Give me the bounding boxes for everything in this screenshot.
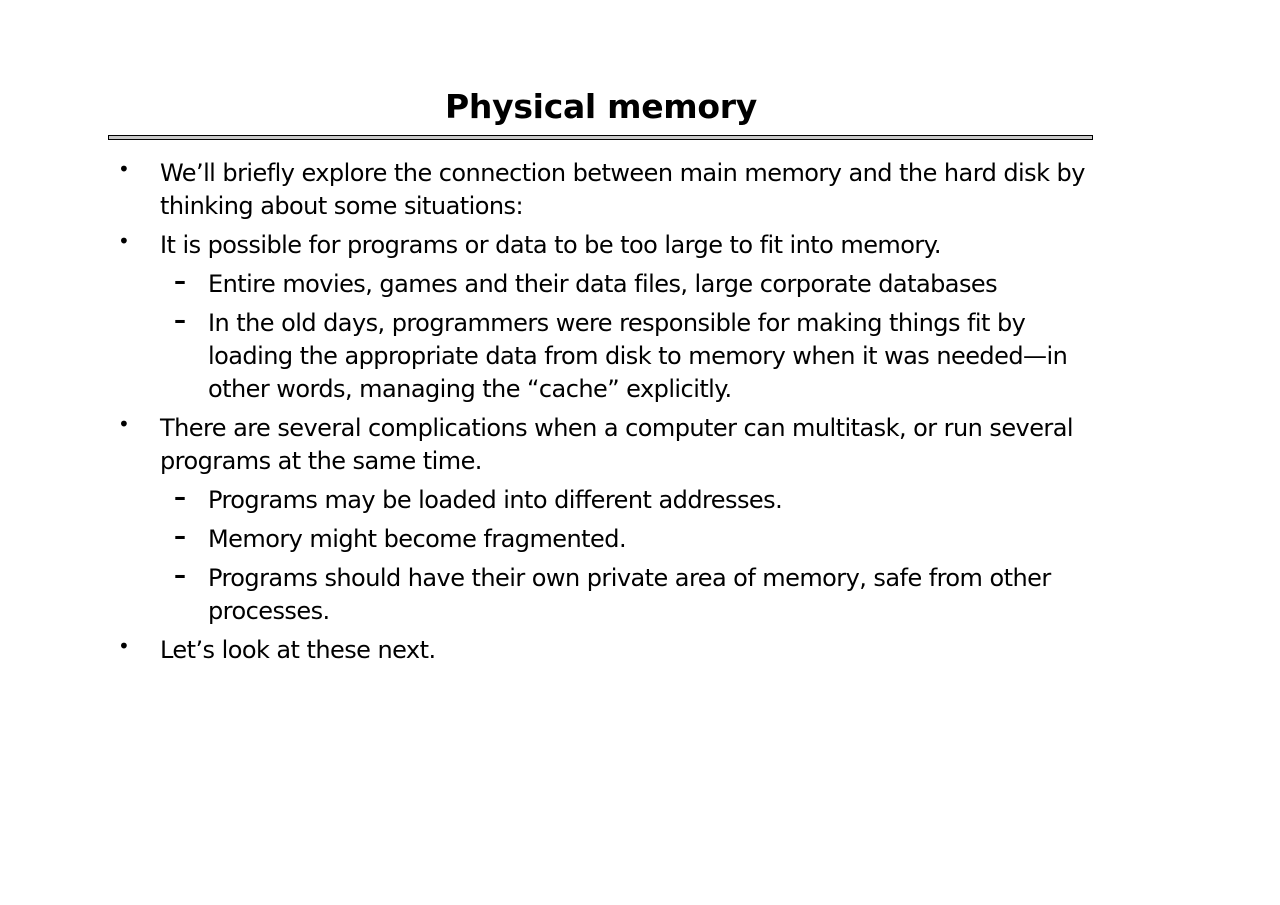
sub-bullet-text: In the old days, programmers were responsible for making things fit by loading the appropriate data from disk to memory when it was needed—in other words, managing the “cache” explicitly.	[208, 309, 1068, 403]
bullet-list	[118, 157, 1098, 673]
sub-bullet-item	[118, 307, 1098, 406]
sub-bullet-marker: –	[174, 306, 186, 334]
bullet-item	[118, 157, 1098, 223]
title-underline	[108, 135, 1093, 140]
bullet-text: Let’s look at these next.	[160, 636, 436, 664]
bullet-marker: •	[118, 634, 130, 658]
sub-bullet-text: Entire movies, games and their data files, large corporate databases	[208, 270, 998, 298]
sub-bullet-marker: –	[174, 522, 186, 550]
slide-title: Physical memory	[445, 87, 757, 126]
sub-bullet-text: Programs may be loaded into different addresses.	[208, 486, 783, 514]
sub-bullet-item	[118, 562, 1098, 628]
sub-bullet-text: Memory might become fragmented.	[208, 525, 627, 553]
bullet-item	[118, 634, 1098, 667]
bullet-item	[118, 229, 1098, 262]
bullet-text: We’ll briefly explore the connection between main memory and the hard disk by thinking about some situations:	[160, 159, 1085, 220]
bullet-item	[118, 412, 1098, 478]
bullet-text: It is possible for programs or data to be too large to fit into memory.	[160, 231, 942, 259]
sub-bullet-item	[118, 484, 1098, 517]
sub-bullet-marker: –	[174, 267, 186, 295]
sub-bullet-marker: –	[174, 483, 186, 511]
sub-list	[118, 268, 1098, 406]
sub-bullet-item	[118, 268, 1098, 301]
sub-list	[118, 484, 1098, 628]
bullet-marker: •	[118, 157, 130, 181]
bullet-text: There are several complications when a computer can multitask, or run several programs at the same time.	[160, 414, 1073, 475]
bullet-marker: •	[118, 412, 130, 436]
sub-bullet-marker: –	[174, 561, 186, 589]
sub-bullet-item	[118, 523, 1098, 556]
bullet-marker: •	[118, 229, 130, 253]
sub-bullet-text: Programs should have their own private area of memory, safe from other processes.	[208, 564, 1051, 625]
